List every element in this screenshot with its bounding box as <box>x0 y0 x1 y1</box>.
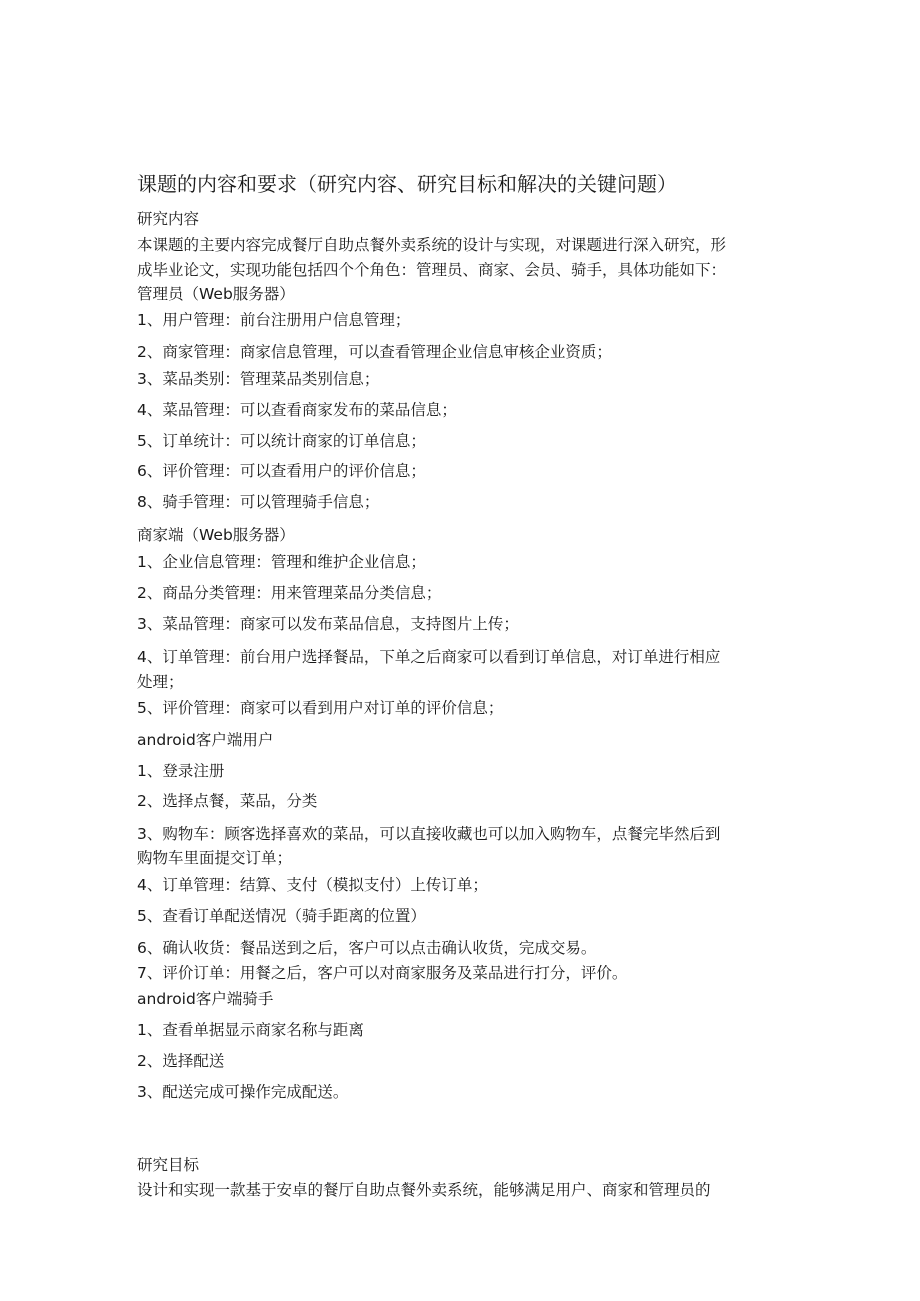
merchant-item: 4、订单管理：前台用户选择餐品，下单之后商家可以看到订单信息，对订单进行相应 <box>137 648 721 666</box>
merchant-item: 5、评价管理：商家可以看到用户对订单的评价信息； <box>137 699 504 717</box>
android-rider-item: 2、选择配送 <box>137 1052 225 1070</box>
admin-item: 4、菜品管理：可以查看商家发布的菜品信息； <box>137 401 457 419</box>
admin-item: 3、菜品类别：管理菜品类别信息； <box>137 370 380 388</box>
android-user-item: 5、查看订单配送情况（骑手距离的位置） <box>137 907 426 925</box>
merchant-item: 3、菜品管理：商家可以发布菜品信息，支持图片上传； <box>137 615 519 633</box>
research-content-heading: 研究内容 <box>137 210 200 228</box>
admin-item: 1、用户管理：前台注册用户信息管理； <box>137 311 411 329</box>
admin-item: 5、订单统计：可以统计商家的订单信息； <box>137 432 426 450</box>
android-user-heading: android客户端用户 <box>137 731 274 749</box>
android-user-item: 4、订单管理：结算、支付（模拟支付）上传订单； <box>137 876 488 894</box>
merchant-item: 1、企业信息管理：管理和维护企业信息； <box>137 553 426 571</box>
research-goal-heading: 研究目标 <box>137 1156 200 1174</box>
research-goal-line-1: 设计和实现一款基于安卓的餐厅自助点餐外卖系统，能够满足用户、商家和管理员的 <box>137 1181 711 1199</box>
merchant-heading: 商家端（Web服务器） <box>137 526 295 544</box>
admin-heading: 管理员（Web服务器） <box>137 285 295 303</box>
research-content-intro-line-1: 本课题的主要内容完成餐厅自助点餐外卖系统的设计与实现，对课题进行深入研究，形 <box>137 236 727 254</box>
android-rider-item: 1、查看单据显示商家名称与距离 <box>137 1021 364 1039</box>
android-rider-item: 3、配送完成可操作完成配送。 <box>137 1083 349 1101</box>
admin-item: 8、骑手管理：可以管理骑手信息； <box>137 493 380 511</box>
android-user-item: 3、购物车：顾客选择喜欢的菜品，可以直接收藏也可以加入购物车，点餐完毕然后到 <box>137 825 721 843</box>
document-title: 课题的内容和要求（研究内容、研究目标和解决的关键问题） <box>137 172 677 196</box>
research-content-intro-line-2: 成毕业论文，实现功能包括四个个角色：管理员、商家、会员、骑手，具体功能如下： <box>137 261 727 279</box>
android-rider-heading: android客户端骑手 <box>137 990 274 1008</box>
admin-item: 6、评价管理：可以查看用户的评价信息； <box>137 462 426 480</box>
android-user-item: 2、选择点餐，菜品，分类 <box>137 792 318 810</box>
admin-item: 2、商家管理：商家信息管理，可以查看管理企业信息审核企业资质； <box>137 343 612 361</box>
android-user-item: 1、登录注册 <box>137 762 225 780</box>
merchant-item-continuation: 处理； <box>137 673 184 691</box>
android-user-item-continuation: 购物车里面提交订单； <box>137 849 293 867</box>
android-user-item: 6、确认收货：餐品送到之后，客户可以点击确认收货，完成交易。 <box>137 939 597 957</box>
android-user-item: 7、评价订单：用餐之后，客户可以对商家服务及菜品进行打分，评价。 <box>137 964 628 982</box>
merchant-item: 2、商品分类管理：用来管理菜品分类信息； <box>137 584 442 602</box>
